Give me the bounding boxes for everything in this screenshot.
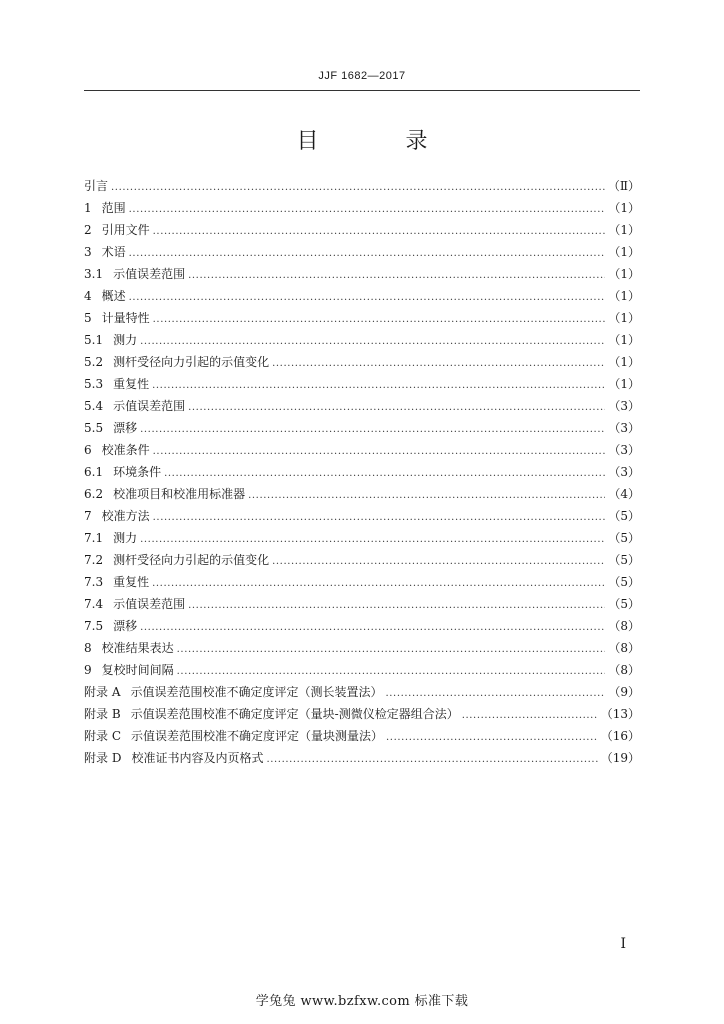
toc-entry[interactable]: [84, 461, 640, 483]
toc-entry-number: 5.5: [84, 421, 104, 435]
toc-entry-number: 7.3: [84, 575, 104, 589]
toc-entry-title: 示值误差范围校准不确定度评定（测长装置法）: [130, 685, 383, 699]
toc-entry-number: 3: [84, 245, 92, 259]
toc-entry[interactable]: [84, 417, 640, 439]
toc-entry-page: （8）: [608, 619, 640, 633]
toc-entry-number: 7: [84, 509, 92, 523]
toc-leader-dots: [129, 285, 605, 307]
toc-entry-number: 4: [84, 289, 92, 303]
toc-entry-number: 5: [84, 311, 92, 325]
toc-leader-dots: [386, 681, 606, 703]
toc-entry-page: （1）: [608, 377, 640, 391]
toc-entry-number: 7.1: [84, 531, 104, 545]
toc-leader-dots: [177, 637, 605, 659]
toc-entry-page: （19）: [600, 751, 640, 765]
toc-entry-title: 漂移: [113, 619, 138, 633]
toc-entry-title: 示值误差范围: [113, 267, 186, 281]
toc-entry-number: 7.5: [84, 619, 104, 633]
toc-leader-dots: [140, 417, 605, 439]
toc-entry-number: 附录 C: [84, 729, 121, 743]
toc-entry[interactable]: [84, 439, 640, 461]
table-of-contents: [84, 175, 640, 769]
toc-entry-number: 3.1: [84, 267, 104, 281]
toc-entry-page: （1）: [608, 333, 640, 347]
toc-entry[interactable]: [84, 395, 640, 417]
toc-entry-title: 引言: [84, 179, 109, 193]
toc-entry-page: （1）: [608, 267, 640, 281]
toc-entry-number: 6.2: [84, 487, 104, 501]
toc-entry-page: （5）: [608, 575, 640, 589]
toc-leader-dots: [153, 505, 605, 527]
toc-entry-page: （3）: [608, 443, 640, 457]
toc-entry[interactable]: [84, 637, 640, 659]
toc-entry-page: （13）: [600, 707, 640, 721]
toc-leader-dots: [266, 747, 597, 769]
toc-entry-number: 5.1: [84, 333, 104, 347]
toc-leader-dots: [111, 175, 605, 197]
toc-leader-dots: [272, 351, 605, 373]
toc-entry[interactable]: [84, 747, 640, 769]
toc-entry[interactable]: [84, 725, 640, 747]
toc-entry[interactable]: [84, 615, 640, 637]
toc-leader-dots: [140, 329, 605, 351]
toc-entry-title: 测杆受径向力引起的示值变化: [113, 355, 270, 369]
toc-entry[interactable]: [84, 527, 640, 549]
toc-entry[interactable]: [84, 263, 640, 285]
toc-entry-page: （8）: [608, 641, 640, 655]
toc-entry-title: 示值误差范围校准不确定度评定（量块测量法）: [131, 729, 384, 743]
toc-entry-title: 环境条件: [113, 465, 162, 479]
toc-entry[interactable]: [84, 175, 640, 197]
toc-entry-page: （Ⅱ）: [607, 179, 640, 193]
toc-entry-page: （5）: [608, 509, 640, 523]
toc-entry[interactable]: [84, 659, 640, 681]
toc-leader-dots: [140, 615, 605, 637]
toc-entry-title: 示值误差范围校准不确定度评定（量块-测微仪检定器组合法）: [130, 707, 459, 721]
toc-leader-dots: [140, 527, 605, 549]
toc-entry-title: 范围: [101, 201, 126, 215]
toc-entry-number: 附录 D: [84, 751, 122, 765]
toc-entry-title: 复校时间间隔: [101, 663, 174, 677]
toc-leader-dots: [129, 241, 605, 263]
toc-entry-number: 7.4: [84, 597, 104, 611]
toc-leader-dots: [153, 219, 605, 241]
toc-leader-dots: [153, 439, 605, 461]
document-code-header: JJF 1682—2017: [318, 70, 406, 82]
toc-entry-number: 1: [84, 201, 92, 215]
toc-leader-dots: [188, 593, 605, 615]
header-rule: [84, 90, 640, 91]
toc-entry[interactable]: [84, 241, 640, 263]
toc-leader-dots: [152, 373, 605, 395]
toc-leader-dots: [188, 395, 605, 417]
toc-entry-number: 附录 B: [84, 707, 121, 721]
toc-entry-title: 概述: [101, 289, 126, 303]
toc-entry-page: （5）: [608, 597, 640, 611]
toc-leader-dots: [248, 483, 605, 505]
toc-leader-dots: [386, 725, 598, 747]
toc-entry-title: 测杆受径向力引起的示值变化: [113, 553, 270, 567]
toc-entry-page: （5）: [608, 553, 640, 567]
toc-entry[interactable]: [84, 329, 640, 351]
toc-entry-page: （1）: [608, 355, 640, 369]
toc-entry-number: 2: [84, 223, 92, 237]
toc-entry[interactable]: [84, 351, 640, 373]
toc-entry[interactable]: [84, 505, 640, 527]
toc-entry[interactable]: [84, 571, 640, 593]
toc-entry-number: 8: [84, 641, 92, 655]
toc-entry-title: 校准证书内容及内页格式: [131, 751, 264, 765]
toc-entry-number: 9: [84, 663, 92, 677]
page-title: 目 录: [296, 129, 468, 154]
toc-entry-number: 5.2: [84, 355, 104, 369]
toc-entry-title: 引用文件: [101, 223, 150, 237]
toc-entry[interactable]: [84, 483, 640, 505]
toc-entry-page: （1）: [608, 201, 640, 215]
toc-entry-page: （4）: [608, 487, 640, 501]
toc-entry[interactable]: [84, 681, 640, 703]
toc-leader-dots: [272, 549, 605, 571]
toc-entry-page: （1）: [608, 311, 640, 325]
toc-entry[interactable]: [84, 373, 640, 395]
toc-entry-title: 计量特性: [101, 311, 150, 325]
toc-entry-page: （16）: [600, 729, 640, 743]
toc-leader-dots: [177, 659, 605, 681]
toc-entry[interactable]: [84, 703, 640, 725]
toc-entry-title: 漂移: [113, 421, 138, 435]
toc-entry-title: 重复性: [113, 575, 150, 589]
toc-entry-page: （3）: [608, 421, 640, 435]
page-number: I: [620, 936, 626, 952]
toc-leader-dots: [152, 571, 605, 593]
toc-entry[interactable]: [84, 307, 640, 329]
toc-entry[interactable]: [84, 549, 640, 571]
toc-entry[interactable]: [84, 197, 640, 219]
toc-entry-title: 重复性: [113, 377, 150, 391]
toc-entry-number: 附录 A: [84, 685, 121, 699]
toc-leader-dots: [129, 197, 605, 219]
toc-entry-page: （8）: [608, 663, 640, 677]
toc-entry-title: 示值误差范围: [113, 399, 186, 413]
toc-entry-number: 7.2: [84, 553, 104, 567]
toc-entry-page: （5）: [608, 531, 640, 545]
toc-entry-number: 6: [84, 443, 92, 457]
toc-entry-title: 测力: [113, 531, 138, 545]
toc-entry-number: 5.3: [84, 377, 104, 391]
toc-entry-title: 术语: [101, 245, 126, 259]
toc-entry[interactable]: [84, 219, 640, 241]
toc-leader-dots: [153, 307, 605, 329]
toc-entry-title: 校准结果表达: [101, 641, 174, 655]
toc-entry-title: 校准条件: [101, 443, 150, 457]
toc-entry-page: （9）: [608, 685, 640, 699]
toc-entry-number: 5.4: [84, 399, 104, 413]
toc-leader-dots: [164, 461, 605, 483]
toc-entry[interactable]: [84, 285, 640, 307]
toc-leader-dots: [462, 703, 598, 725]
toc-entry[interactable]: [84, 593, 640, 615]
toc-entry-title: 测力: [113, 333, 138, 347]
toc-entry-page: （1）: [608, 223, 640, 237]
toc-leader-dots: [188, 263, 605, 285]
toc-entry-title: 校准项目和校准用标准器: [113, 487, 246, 501]
toc-entry-title: 校准方法: [101, 509, 150, 523]
toc-entry-number: 6.1: [84, 465, 104, 479]
toc-entry-title: 示值误差范围: [113, 597, 186, 611]
toc-entry-page: （1）: [608, 289, 640, 303]
toc-entry-page: （1）: [608, 245, 640, 259]
footer-watermark: 学兔兔 www.bzfxw.com 标准下载: [255, 994, 469, 1009]
toc-entry-page: （3）: [608, 465, 640, 479]
toc-entry-page: （3）: [608, 399, 640, 413]
